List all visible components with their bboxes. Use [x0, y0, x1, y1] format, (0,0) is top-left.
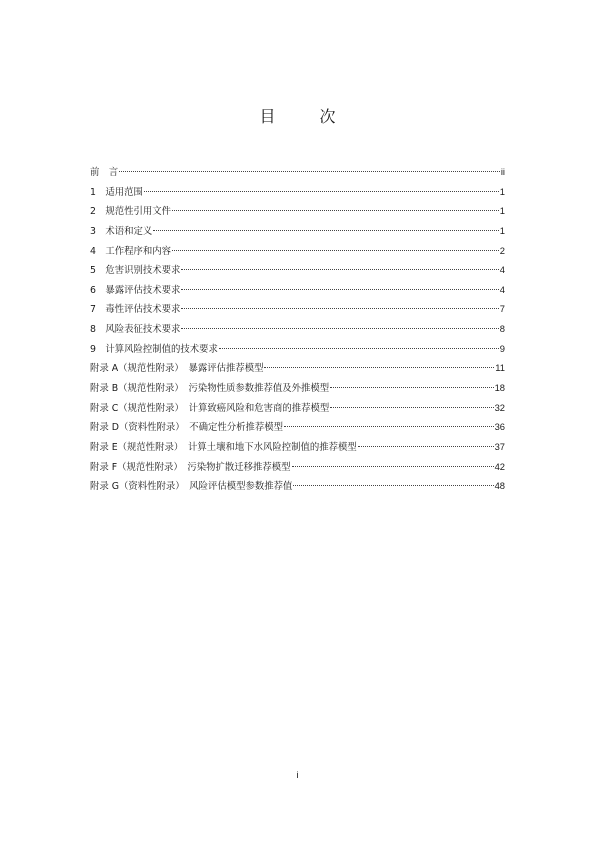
toc-leader-dots: [181, 328, 498, 329]
toc-leader-dots: [292, 466, 494, 467]
page-title: 目 次: [259, 107, 350, 126]
table-of-contents: [90, 162, 505, 496]
toc-entry-label: 附录 D（资料性附录） 不确定性分析推荐模型: [90, 422, 284, 434]
toc-entry-page: 36: [494, 421, 505, 433]
toc-entry-appendix-a[interactable]: [90, 358, 505, 378]
toc-leader-dots: [172, 250, 499, 251]
toc-entry-page: 1: [499, 205, 505, 217]
toc-entry-page: 1: [499, 185, 505, 197]
toc-leader-dots: [330, 407, 493, 408]
toc-entry-label: 5 危害识别技术要求: [90, 265, 181, 277]
toc-entry-page: 1: [499, 224, 505, 236]
toc-entry-label: 2 规范性引用文件: [90, 206, 171, 218]
toc-leader-dots: [181, 269, 498, 270]
toc-entry-page: 4: [499, 283, 505, 295]
toc-entry-page: 42: [494, 460, 505, 472]
toc-entry-label: 8 风险表征技术要求: [90, 324, 181, 336]
toc-leader-dots: [293, 485, 493, 486]
toc-leader-dots: [181, 308, 498, 309]
toc-entry-page: 18: [494, 382, 505, 394]
toc-entry-scope[interactable]: [90, 182, 505, 202]
toc-entry-label: 7 毒性评估技术要求: [90, 304, 181, 316]
toc-entry-work-procedure[interactable]: [90, 241, 505, 261]
toc-leader-dots: [330, 387, 493, 388]
toc-leader-dots: [172, 210, 499, 211]
toc-leader-dots: [358, 446, 494, 447]
toc-entry-label: 前 言: [90, 167, 119, 178]
toc-entry-appendix-d[interactable]: [90, 417, 505, 437]
toc-entry-page: 8: [499, 323, 505, 335]
toc-entry-toxicity-assessment[interactable]: [90, 299, 505, 319]
toc-entry-foreword[interactable]: [90, 162, 505, 182]
toc-leader-dots: [144, 191, 499, 192]
toc-entry-normative-references[interactable]: [90, 201, 505, 221]
toc-entry-label: 6 暴露评估技术要求: [90, 284, 181, 296]
toc-entry-page: ii: [500, 166, 505, 177]
toc-entry-terms-definitions[interactable]: [90, 221, 505, 241]
toc-entry-appendix-b[interactable]: [90, 378, 505, 398]
toc-leader-dots: [119, 171, 500, 172]
toc-leader-dots: [284, 426, 494, 427]
toc-entry-label: 9 计算风险控制值的技术要求: [90, 343, 218, 355]
toc-leader-dots: [153, 230, 499, 231]
toc-entry-label: 附录 B（规范性附录） 污染物性质参数推荐值及外推模型: [90, 383, 330, 395]
page-number: i: [296, 770, 299, 781]
toc-entry-appendix-c[interactable]: [90, 398, 505, 418]
toc-entry-exposure-assessment[interactable]: [90, 280, 505, 300]
toc-entry-appendix-e[interactable]: [90, 437, 505, 457]
toc-entry-page: 4: [499, 264, 505, 276]
toc-entry-page: 9: [499, 342, 505, 354]
toc-entry-label: 附录 E（规范性附录） 计算土壤和地下水风险控制值的推荐模型: [90, 441, 357, 453]
toc-entry-appendix-f[interactable]: [90, 457, 505, 477]
toc-entry-page: 11: [495, 362, 505, 374]
toc-entry-page: 7: [499, 303, 505, 315]
toc-entry-page: 48: [494, 480, 505, 492]
toc-entry-label: 附录 F（规范性附录） 污染物扩散迁移推荐模型: [90, 461, 291, 473]
toc-entry-page: 37: [494, 440, 505, 452]
toc-entry-page: 2: [499, 244, 505, 256]
toc-entry-hazard-identification[interactable]: [90, 260, 505, 280]
toc-entry-label: 4 工作程序和内容: [90, 245, 171, 257]
toc-entry-label: 附录 C（规范性附录） 计算致癌风险和危害商的推荐模型: [90, 402, 330, 414]
toc-entry-label: 3 术语和定义: [90, 225, 153, 237]
toc-entry-appendix-g[interactable]: [90, 476, 505, 496]
toc-entry-page: 32: [494, 401, 505, 413]
toc-leader-dots: [181, 289, 498, 290]
toc-entry-risk-characterization[interactable]: [90, 319, 505, 339]
toc-entry-label: 附录 A（规范性附录） 暴露评估推荐模型: [90, 363, 264, 375]
toc-entry-label: 1 适用范围: [90, 186, 143, 198]
toc-leader-dots: [264, 367, 494, 368]
toc-entry-label: 附录 G（资料性附录） 风险评估模型参数推荐值: [90, 481, 293, 493]
toc-leader-dots: [219, 348, 499, 349]
toc-entry-risk-control-values[interactable]: [90, 339, 505, 359]
